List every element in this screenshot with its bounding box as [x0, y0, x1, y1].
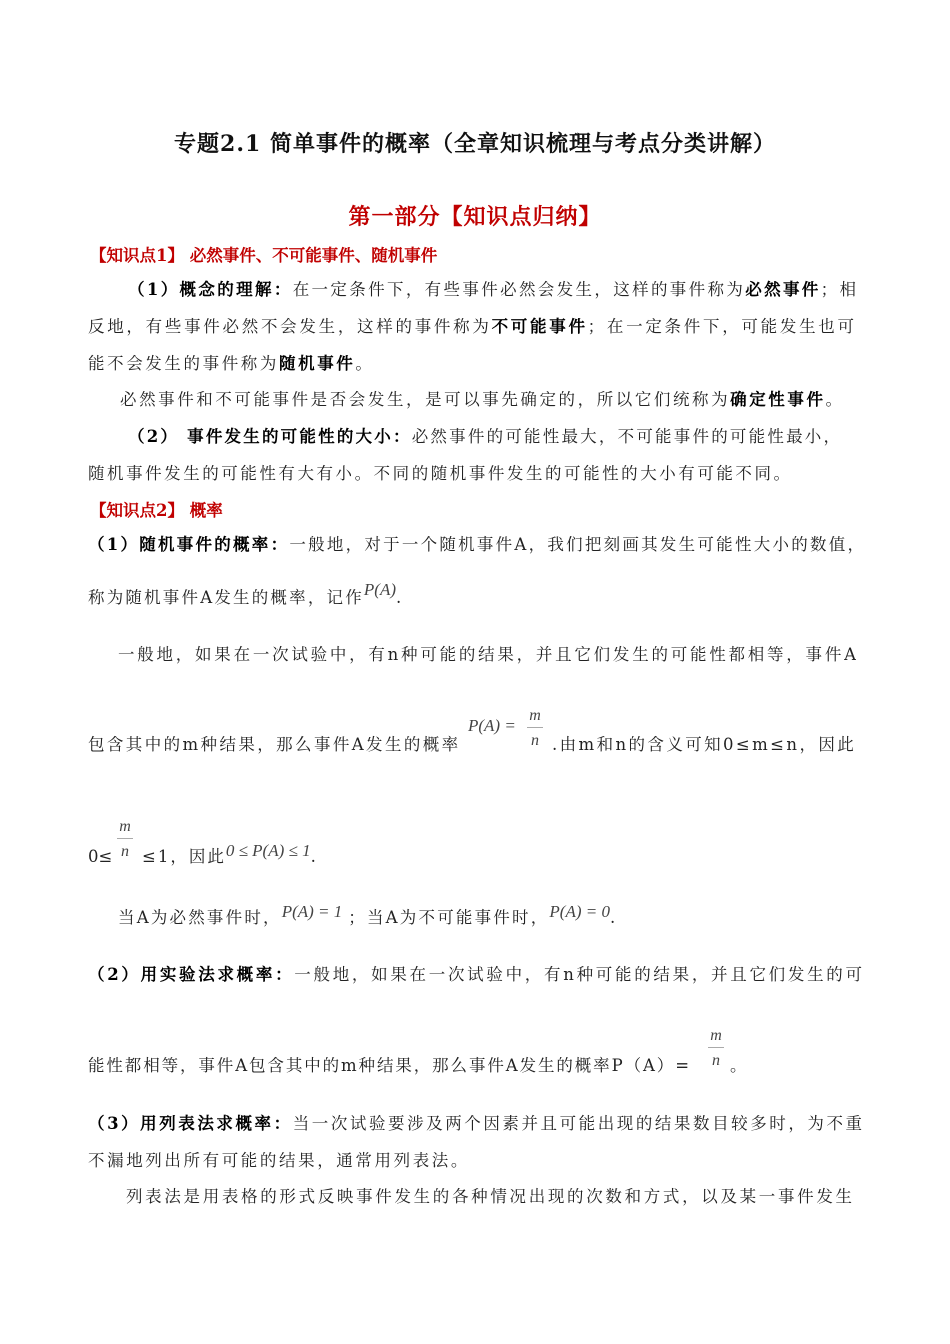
paragraph-line: 不漏地列出所有可能的结果，通常用列表法。: [88, 1151, 470, 1170]
paragraph-line: [142, 841, 318, 869]
paragraph-line: [120, 388, 842, 412]
paragraph-line: .由m和n的含义可知0≤m≤n，因此: [552, 735, 857, 754]
paragraph-line: [88, 315, 854, 339]
text: 包含其中的m种结果，那么事件A发生的概率: [88, 735, 461, 754]
term: 必然事件: [745, 280, 821, 299]
fraction: [708, 1027, 724, 1070]
text: 反地，有些事件必然不会发生，这样的事件称为: [88, 317, 492, 336]
denominator: n: [531, 732, 539, 749]
text: ≤1，因此: [142, 847, 226, 866]
denominator: n: [712, 1052, 720, 1069]
paragraph-line: 0≤: [88, 847, 113, 866]
text: 一般地，对于一个随机事件A，我们把刻画其发生可能性大小的数值，: [289, 535, 864, 554]
formula: P(A): [363, 580, 397, 599]
text: 当一次试验要涉及两个因素并且可能出现的结果数目较多时，为不重: [292, 1114, 862, 1133]
paragraph-line: [88, 580, 404, 610]
term: 随机事件: [279, 354, 356, 373]
document-title: 专题2.1 简单事件的概率（全章知识梳理与考点分类讲解）: [174, 131, 776, 157]
text: 能不会发生的事件称为: [88, 354, 279, 373]
knowledge-point-2-heading: 【知识点2】 概率: [90, 501, 223, 520]
knowledge-point-1-heading: 【知识点1】 必然事件、不可能事件、随机事件: [90, 246, 438, 265]
paragraph-line: [88, 533, 864, 557]
formula: P(A) = 1: [281, 902, 343, 921]
text: 当A为必然事件时，: [118, 908, 282, 927]
text: ；当A为不可能事件时，: [348, 908, 550, 927]
text: .: [310, 847, 318, 866]
text: 在一定条件下，有些事件必然会发生，这样的事件称为: [292, 280, 746, 299]
paragraph-line: [88, 733, 461, 757]
paragraph-line: 列表法是用表格的形式反映事件发生的各种情况出现的次数和方式，以及某一事件发生: [126, 1187, 852, 1206]
paragraph-line: [88, 352, 375, 376]
numerator: m: [710, 1027, 722, 1044]
paragraph-line: [88, 1112, 862, 1136]
formula: 0 ≤ P(A) ≤ 1: [225, 841, 311, 860]
text: .: [396, 588, 404, 607]
paragraph-line: 能性都相等，事件A包含其中的m种结果，那么事件A发生的概率P（A）=: [88, 1056, 691, 1075]
text: 一般地，如果在一次试验中，有n种可能的结果，并且它们发生的可: [294, 965, 862, 984]
paragraph-line: 一般地，如果在一次试验中，有n种可能的结果，并且它们发生的可能性都相等，事件A: [118, 645, 856, 664]
text: 。: [355, 354, 375, 373]
numerator: m: [529, 707, 541, 724]
text: .: [609, 908, 618, 927]
section-heading: 第一部分【知识点归纳】: [348, 204, 602, 230]
term: 确定性事件: [730, 390, 826, 409]
fraction: [527, 707, 543, 750]
term: 不可能事件: [491, 317, 588, 336]
paragraph-line: 。: [730, 1056, 747, 1075]
paragraph-line: [118, 902, 618, 930]
term: （1）随机事件的概率：: [88, 535, 290, 554]
paragraph-line: [128, 278, 856, 302]
text: 必然事件的可能性最大，不可能事件的可能性最小，: [411, 427, 840, 446]
text: 必然事件和不可能事件是否会发生，是可以事先确定的，所以它们统称为: [120, 390, 731, 409]
formula: P(A) = 0: [549, 902, 610, 921]
formula: P(A) =: [468, 716, 516, 735]
term: （2）用实验法求概率：: [88, 965, 295, 984]
text: ；相: [820, 280, 856, 299]
fraction: [117, 818, 133, 861]
text: ；在一定条件下，可能发生也可: [587, 317, 854, 336]
numerator: m: [119, 818, 131, 835]
paragraph-line: [88, 963, 862, 987]
term: （1）概念的理解：: [128, 280, 293, 299]
paragraph-line: 随机事件发生的可能性有大有小。不同的随机事件发生的可能性的大小有可能不同。: [88, 464, 790, 483]
text: 。: [825, 390, 842, 409]
paragraph-line: [128, 425, 840, 449]
denominator: n: [121, 843, 129, 860]
text: 称为随机事件A发生的概率，记作: [88, 588, 364, 607]
term: （2） 事件发生的可能性的大小：: [128, 427, 412, 446]
term: （3）用列表法求概率：: [88, 1114, 293, 1133]
